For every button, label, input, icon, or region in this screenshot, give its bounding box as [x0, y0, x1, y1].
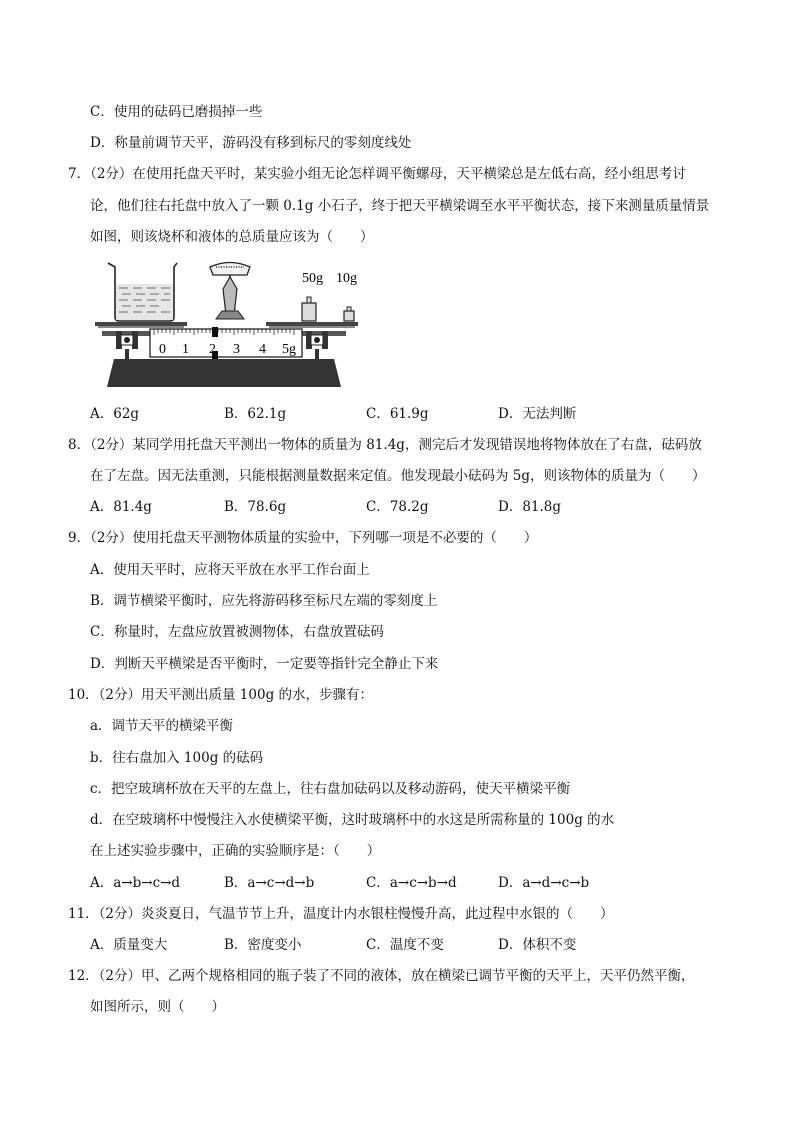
- q8-option-d: D．81.8g: [498, 499, 562, 515]
- beaker-icon: [108, 263, 177, 321]
- scale-label-1: 1: [182, 342, 189, 357]
- q7-line-1: 7．（2分）在使用托盘天平时，某实验小组无论怎样调平衡螺母，天平横梁总是左低右高，经小组思考讨: [68, 166, 686, 182]
- balance-figure: [88, 255, 360, 395]
- q10-option-d: D．a→d→c→b: [498, 875, 590, 891]
- q10-step-d: d．在空玻璃杯中慢慢注入水使横梁平衡，这时玻璃杯中的水这是所需称量的 100g 的水: [90, 812, 615, 828]
- q7-line-2: 论，他们往右托盘中放入了一颗 0.1g 小石子，终于把天平横梁调至水平平衡状态，接下来测量质量情景: [90, 198, 710, 214]
- q8-line-2: 在了左盘。因无法重测，只能根据测量数据来定值。他发现最小砝码为 5g，则该物体的质量为（ ）: [90, 468, 706, 484]
- q8-option-b: B．78.6g: [224, 499, 287, 515]
- q11-line-1: 11．（2分）炎炎夏日，气温节节上升，温度计内水银柱慢慢升高，此过程中水银的（ ）: [68, 906, 614, 922]
- q10-option-c: C．a→c→b→d: [366, 875, 457, 891]
- q8-option-a: A．81.4g: [90, 499, 152, 515]
- weight-label-10g: 10g: [336, 271, 357, 286]
- q9-option-c: C．称量时，左盘应放置被测物体，右盘放置砝码: [90, 624, 384, 640]
- option-d-text: D．称量前调节天平，游码没有移到标尺的零刻度线处: [90, 135, 412, 151]
- q10-line-1: 10．（2分）用天平测出质量 100g 的水，步骤有：: [68, 687, 374, 703]
- q11-option-a: A．质量变大: [90, 937, 168, 953]
- scale-label-5g: 5g: [282, 342, 296, 357]
- q10-step-a: a．调节天平的横梁平衡: [90, 718, 234, 734]
- q9-option-b: B．调节横梁平衡时，应先将游码移至标尺左端的零刻度上: [90, 593, 438, 609]
- pointer-dial-icon: [210, 263, 250, 320]
- scale-label-4: 4: [259, 342, 266, 357]
- q11-option-d: D．体积不变: [498, 937, 577, 953]
- q12-line-2: 如图所示，则（ ）: [90, 999, 225, 1015]
- weight-10g-icon: [344, 307, 354, 321]
- right-balance-nut-icon: [306, 331, 328, 359]
- q9-option-a: A．使用天平时，应将天平放在水平工作台面上: [90, 562, 370, 578]
- scale-label-3: 3: [233, 342, 240, 357]
- option-c-text: C．使用的砝码已磨损掉一些: [90, 104, 263, 120]
- q10-step-c: c．把空玻璃杯放在天平的左盘上，往右盘加砝码以及移动游码，使天平横梁平衡: [90, 781, 571, 797]
- left-balance-nut-icon: [116, 331, 138, 359]
- q8-option-c: C．78.2g: [366, 499, 429, 515]
- q9-option-d: D．判断天平横梁是否平衡时，一定要等指针完全静止下来: [90, 656, 439, 672]
- q8-line-1: 8．（2分）某同学用托盘天平测出一物体的质量为 81.4g，测完后才发现错误地将物体放在了右盘，砝码放: [68, 437, 702, 453]
- q11-option-c: C．温度不变: [366, 937, 444, 953]
- q10-option-b: B．a→c→d→b: [224, 875, 315, 891]
- weight-label-50g: 50g: [302, 271, 323, 286]
- weight-50g-icon: [302, 297, 316, 321]
- q9-line-1: 9．（2分）使用托盘天平测物体质量的实验中，下列哪一项是不必要的（ ）: [68, 530, 538, 546]
- q10-prompt: 在上述实验步骤中，正确的实验顺序是：（ ）: [90, 843, 381, 859]
- balance-base: [107, 359, 341, 387]
- scale-label-0: 0: [159, 342, 166, 357]
- q12-line-1: 12．（2分）甲、乙两个规格相同的瓶子装了不同的液体，放在横梁已调节平衡的天平上，天平仍然平衡，: [68, 968, 695, 984]
- q7-option-c: C．61.9g: [366, 406, 429, 422]
- q7-line-3: 如图，则该烧杯和液体的总质量应该为（ ）: [90, 229, 374, 245]
- q11-option-b: B．密度变小: [224, 937, 302, 953]
- q7-option-a: A．62g: [90, 406, 140, 422]
- rider-marker: [212, 327, 218, 337]
- scale-label-2: 2: [209, 342, 216, 357]
- q7-option-b: B．62.1g: [224, 406, 287, 422]
- q10-option-a: A．a→b→c→d: [90, 875, 181, 891]
- q10-step-b: b．往右盘加入 100g 的砝码: [90, 750, 264, 766]
- q7-option-d: D．无法判断: [498, 406, 577, 422]
